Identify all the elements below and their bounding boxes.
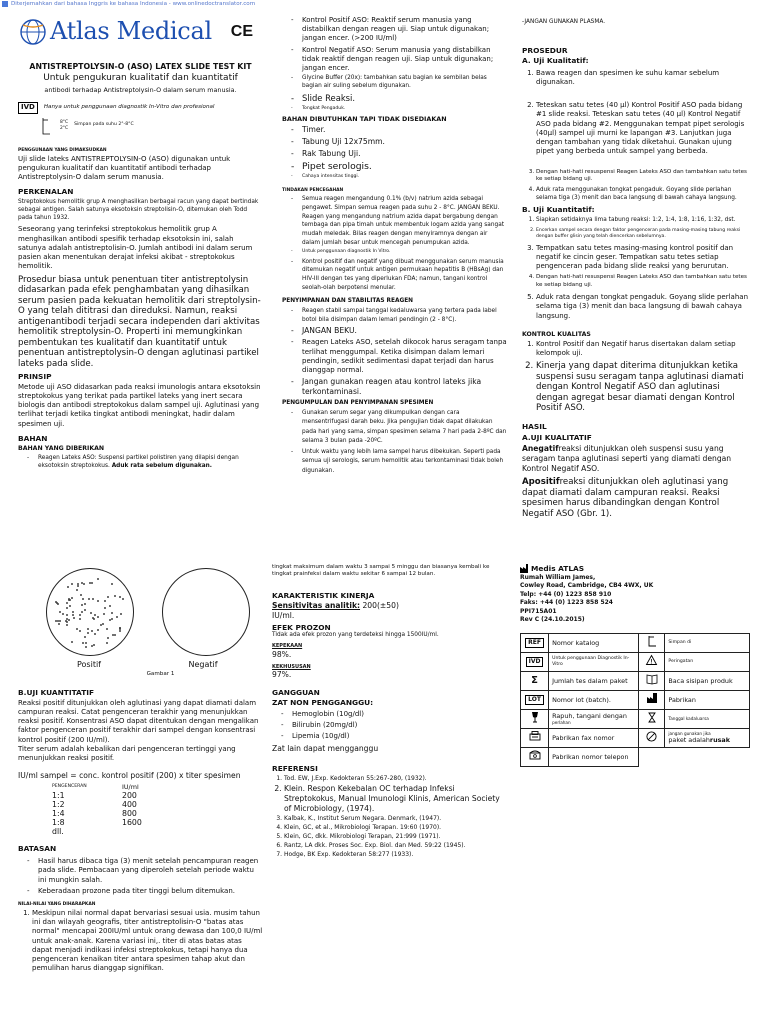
agglutination-dot xyxy=(97,600,99,602)
storage-no-freeze: - JANGAN BEKU. xyxy=(302,326,507,336)
intended-use-text: Uji slide lateks ANTISTREPTOLYSIN-O (ASO) digunakan untuk pengukuran kualitatif dan kuantitatif antibodi terhadap Antistreptolysin-O dalam serum manusia. xyxy=(18,154,231,182)
book-icon xyxy=(646,674,658,684)
agglutination-dot xyxy=(79,618,81,620)
agglutination-dot xyxy=(59,611,61,613)
symbol-text-small: jangan gunakan jika xyxy=(668,730,711,736)
column-2-lower xyxy=(272,564,507,984)
damaged-text xyxy=(665,728,750,747)
factory-symbol-icon xyxy=(647,693,657,703)
symbol-text: Nomor katalog xyxy=(549,633,639,652)
glass-icon xyxy=(531,711,539,723)
quantitative-result-heading: B.UJI KUANTITATIF xyxy=(18,687,95,697)
symbol-text: Simpan di xyxy=(665,633,750,652)
reference-item: 7. Hodge, BK Exp. Kedokteran 58:277 (1933). xyxy=(284,851,507,859)
agglutination-dot xyxy=(90,612,92,614)
agglutination-dot xyxy=(104,607,106,609)
quality-control-heading: KONTROL KUALITAS xyxy=(522,330,591,338)
fragile-icon xyxy=(521,709,549,728)
qc-step-1: 1. Kontrol Positif dan Negatif harus disertakan dalam setiap kelompok uji. xyxy=(536,340,750,358)
agglutination-dot xyxy=(97,616,99,618)
glycine-buffer-item: - Glycine Buffer (20x): tambahkan satu bagian ke sembilan belas bagian air suling sebelum digunakan. xyxy=(302,75,507,90)
agglutination-dot xyxy=(100,624,102,626)
agglutination-dot xyxy=(77,583,79,585)
agglutination-dot xyxy=(109,619,111,621)
introduction-p3: Prosedur biasa untuk penentuan titer antistreptolysin didasarkan pada efek penghambatan yang dihasilkan serum pasien pada kekuatan hemolitik dari streptolysin-O yang telah dititrasi dan direduksi. Namun, reaksi antigenantibodi terjadi secara independen dari aktivitas hemolitik streptolysin-O. Properti ini memungkinkan pembentukan tes kualitatif dan kuantitatif untuk penentuan antistreptolysin-O dengan aglutinasi partikel lateks pada slide. xyxy=(18,274,261,369)
agglutination-dot xyxy=(68,619,70,621)
product-title: ANTISTREPTOLYSIN-O (ASO) LATEX SLIDE TEST KIT xyxy=(29,61,252,71)
precaution-ivd: - Untuk penggunaan diagnostik In Vitro. xyxy=(302,249,507,255)
qualitative-steps xyxy=(522,69,750,203)
agglutination-dot xyxy=(104,600,106,602)
agglutination-dot xyxy=(91,630,93,632)
iu-cell: 400 xyxy=(122,799,137,809)
positive-result-bold: Apositif xyxy=(522,477,560,488)
symbol-text: Baca sisipan produk xyxy=(665,671,750,690)
agglutination-dot xyxy=(69,605,71,607)
storage-contaminated: - Jangan gunakan reagen atau kontrol lateks jika terkontaminasi. xyxy=(302,377,507,397)
ivd-symbol-icon xyxy=(521,652,549,671)
column-1-lower xyxy=(18,562,263,1022)
telephone-icon xyxy=(529,750,541,760)
quant-step-4: 4. Dengan hati-hati resuspensi Reagen Lateks ASO dan tambahkan satu tetes ke setiap bidang uji. xyxy=(536,274,750,290)
agglutination-dot xyxy=(73,617,75,619)
negative-control-item: - Kontrol Negatif ASO: Serum manusia yang distabilkan tidak reaktif dengan reagen uji. Siap untuk digunakan; jangan encer. xyxy=(302,46,507,74)
positive-result-body: reaksi ditunjukkan oleh aglutinasi yang dapat diamati dalam campuran reaksi. Reaksi spesimen harus dibandingkan dengan Kontrol Negatif ASO (Gbr. 1). xyxy=(522,477,729,519)
brand-name: Atlas Medical xyxy=(50,17,212,45)
latex-reagent-text: Reagen Lateks ASO: Suspensi partikel polistiren yang dilapisi dengan eksotoksin streptokokus. xyxy=(38,454,239,469)
timer-item: - Timer. xyxy=(302,125,507,135)
test-tube-item: - Tabung Uji 12x75mm. xyxy=(302,137,507,147)
agglutination-dot xyxy=(81,611,83,613)
translator-icon xyxy=(2,1,8,7)
positive-circle xyxy=(46,568,134,656)
agglutination-dot xyxy=(119,627,121,629)
product-subtitle: Untuk pengukuran kualitatif dan kuantitatif xyxy=(43,72,238,83)
sensitivity-unit: IU/ml. xyxy=(272,610,295,620)
interference-list xyxy=(272,710,507,742)
symbol-row xyxy=(521,709,750,728)
manufacturer-row xyxy=(520,564,750,574)
factory-icon xyxy=(639,690,665,709)
expected-values-text: 1. Meskipun nilai normal dapat bervariasi sesuai usia. musim tahun ini dan wilayah geografis, titer antistreptolisin-O "batas atas normal" mencapai 200IU/ml untuk orang dewasa dan 100,0 IU/ml untuk anak-anak. Karena variasi ini,. titer di atas batas atas dapat menjadi indikasi infeksi streptokokus, tetapi hanya dua pengenceran kenaikan titer antara spesimen tahap akut dan pemulihan harus dianggap signifikan. xyxy=(32,909,263,974)
agglutination-dot xyxy=(76,628,78,630)
quantitative-result-text: Reaksi positif ditunjukkan oleh aglutinasi yang dapat diamati dalam campuran reaksi. Catat pengenceran terakhir yang menunjukkan reaksi positif. Konsentrasi ASO dapat ditentukan dengan mengalikan faktor pengenceran positif terakhir dari sampel dengan konsentrasi kontrol positif (200 IU/ml). xyxy=(18,698,259,744)
phone-icon xyxy=(521,747,549,766)
dilution-cell: 1:4 xyxy=(52,808,65,818)
ivd-row xyxy=(18,102,263,113)
expected-values-continued: tingkat maksimum dalam waktu 3 sampai 5 minggu dan biasanya kembali ke tingkat prainfeksi dalam waktu sekitar 6 sampai 12 bulan. xyxy=(272,564,490,578)
symbol-text: Tanggal kadaluarsa xyxy=(665,709,750,728)
phone-number: Telp: +44 (0) 1223 858 910 xyxy=(520,590,612,598)
introduction-p2: Seseorang yang terinfeksi streptokokus hemolitik grup A menghasilkan antibodi spesifik terhadap eksotoksin ini, salah satunya adalah antistreptolisin-O. Jumlah antibodi ini dalam serum pasien akan menentukan derajat infeksi akibat - streptokokus hemolitik. xyxy=(18,225,253,271)
negative-label: Negatif xyxy=(188,660,218,669)
ref-icon xyxy=(521,633,549,652)
expected-values-list xyxy=(18,909,263,974)
atlas-globe-icon xyxy=(18,17,48,47)
specificity-label: KEKHUSUSAN xyxy=(272,663,311,670)
storage-temp-icon xyxy=(647,635,657,647)
symbol-text: Pabrikan fax nomor xyxy=(549,728,639,747)
intended-use-heading: PENGGUNAAN YANG DIMAKSUDKAN xyxy=(18,147,107,153)
symbol-text: Jumlah tes dalam paket xyxy=(549,671,639,690)
agglutination-dot xyxy=(66,614,68,616)
limitation-prozone: - Keberadaan prozone pada titer tinggi belum ditemukan. xyxy=(38,887,263,896)
warning-triangle-icon xyxy=(646,655,657,665)
temp-low: 2°C xyxy=(60,125,69,131)
storage-temp-row xyxy=(18,116,263,136)
sensitivity-percent-label: KEPEKAAN xyxy=(272,642,303,649)
company-address xyxy=(520,574,750,625)
quant-step-3: 3. Tempatkan satu tetes masing-masing kontrol positif dan negatif ke cincin geser. Tempatkan satu tetes setiap pengenceran pada bidang slide reaksi yang berurutan. xyxy=(536,244,750,272)
symbol-row xyxy=(521,728,750,747)
ivd-icon: IVD xyxy=(18,102,38,113)
agglutination-dot xyxy=(106,628,108,630)
performance-heading: KARAKTERISTIK KINERJA xyxy=(272,590,375,600)
agglutination-dot xyxy=(89,582,91,584)
introduction-heading: PERKENALAN xyxy=(18,187,74,197)
symbol-text: Nomor lot (batch). xyxy=(549,690,639,709)
agglutination-dot xyxy=(76,589,78,591)
agglutination-dot xyxy=(66,607,68,609)
agglutination-dot xyxy=(71,641,73,643)
sensitivity-label: Sensitivitas analitik: xyxy=(272,600,361,610)
ce-mark: CE xyxy=(230,23,253,41)
revision: Rev C (24.10.2015) xyxy=(520,616,585,624)
references-heading: REFERENSI xyxy=(272,764,318,774)
agglutination-dot xyxy=(92,598,94,600)
positive-control-item: - Kontrol Positif ASO: Reaktif serum manusia yang distabilkan dengan reagen uji. Siap untuk digunakan; jangan encer. (>200 IU/ml) xyxy=(302,16,507,44)
references-list xyxy=(272,775,507,858)
info-icon xyxy=(639,671,665,690)
agglutination-dot xyxy=(58,623,60,625)
qual-step-1: 1. Bawa reagen dan spesimen ke suhu kamar sebelum digunakan. xyxy=(536,69,750,87)
iu-cell: 1600 xyxy=(122,817,142,827)
agglutination-dot xyxy=(59,620,61,622)
storage-stable: - Reagen stabil sampai tanggal kedaluwarsa yang tertera pada label botol bila disimpan dalam lemari pendingin (2 - 8°C). xyxy=(302,307,507,324)
expected-values-heading: NILAI-NILAI YANG DIHARAPKAN xyxy=(18,902,96,908)
precaution-controls: - Kontrol positif dan negatif yang dibuat menggunakan serum manusia ditemukan negatif untuk antigen permukaan hepatitis B (HBsAg) dan HIV-III dengan tes yang diperlukan FDA; namun, tangani kontrol seolah-olah berpotensi menular. xyxy=(302,258,507,293)
agglutination-dot xyxy=(94,633,96,635)
agglutination-dot xyxy=(55,620,57,622)
agglutination-dot xyxy=(88,598,90,600)
agglutination-dot xyxy=(119,630,121,632)
company-name: Medis ATLAS xyxy=(531,564,585,573)
collection-long-storage: - Untuk waktu yang lebih lama sampel harus dibekukan. Seperti pada semua uji serologis, serum hemolitik atau terkontaminasi tidak boleh digunakan. xyxy=(302,448,507,476)
symbol-row xyxy=(521,747,750,766)
materials-needed-heading: BAHAN DIBUTUHKAN TAPI TIDAK DISEDIAKAN xyxy=(282,115,447,124)
agglutination-dot xyxy=(57,620,59,622)
ivd-symbol-label: IVD xyxy=(526,657,544,667)
materials-needed-list xyxy=(282,125,507,181)
atlas-medical-logo xyxy=(18,16,212,48)
hourglass-icon xyxy=(639,709,665,728)
agglutination-dot xyxy=(107,637,109,639)
hourglass-symbol-icon xyxy=(648,712,656,723)
qual-step-2: 2. Teteskan satu tetes (40 µl) Kontrol Positif ASO pada bidang #1 slide reaksi. Teteskan satu tetes (40 µl) Kontrol Negatif ASO pada bidang #2. Menggunakan tempat pipet serologis (40µl) sampel uji murni ke lapangan #3. Lanjutkan juga dengan tambahan yang tidak diketahui. Gunakan ujung pipet yang berbeda untuk sampel yang berbeda. xyxy=(536,101,750,156)
agglutination-dot xyxy=(82,598,84,600)
agglutination-dot xyxy=(71,597,73,599)
quant-step-5: 5. Aduk rata dengan tongkat pengaduk. Goyang slide perlahan selama tiga (3) menit dan baca langsung di bawah cahaya langsung. xyxy=(536,293,750,321)
agglutination-dot xyxy=(111,612,113,614)
agglutination-dot xyxy=(87,632,89,634)
symbol-row xyxy=(521,652,750,671)
storage-list xyxy=(282,307,507,397)
prozone-heading: EFEK PROZON xyxy=(272,622,331,632)
interference-heading: GANGGUAN xyxy=(272,688,320,698)
symbol-text: Untuk penggunaan Diagnostik In-Vitro xyxy=(549,652,639,671)
agglutination-dot xyxy=(66,621,68,623)
latex-reagent-item xyxy=(38,454,263,470)
product-subtitle-2: antibodi terhadap Antistreptolysin-O dalam serum manusia. xyxy=(44,85,237,94)
brand-row xyxy=(18,16,263,48)
pipette-item: - Pipet serologis. xyxy=(302,161,507,172)
manufacturer-icon xyxy=(520,564,528,573)
agglutination-dot xyxy=(66,602,68,604)
warning-icon xyxy=(639,652,665,671)
agglutination-dot xyxy=(67,586,69,588)
introduction-p1: Streptokokus hemolitik grup A menghasilkan berbagai racun yang dapat bertindak sebagai antigen. Salah satunya eksotoksin streptolisin-O, ditemukan oleh Todd pada tahun 1932. xyxy=(18,199,259,222)
qualitative-heading: A. Uji Kualitatif: xyxy=(522,55,589,65)
agglutination-dot xyxy=(94,614,96,616)
collection-list xyxy=(282,409,507,476)
reference-item: 5. Klein, GC, dkk. Mikrobiologi Terapan, 21:999 (1971). xyxy=(284,833,507,841)
dilution-col-header: PENGENCERAN xyxy=(52,784,87,790)
figure-1 xyxy=(18,568,263,656)
symbol-text: paket adalah xyxy=(668,736,710,745)
etc-cell: dll. xyxy=(52,826,64,836)
negative-result-bold: Anegatif xyxy=(522,444,559,454)
agglutination-dot xyxy=(109,605,111,607)
precautions-heading: TINDAKAN PENCEGAHAN xyxy=(282,188,344,194)
agglutination-dot xyxy=(91,582,93,584)
quantitative-heading: B. Uji Kuantitatif: xyxy=(522,205,595,215)
agglutination-dot xyxy=(55,601,57,603)
reference-item: 3. Kalbak, K., Institut Serum Negara. Denmark, (1947). xyxy=(284,815,507,823)
principle-heading: PRINSIP xyxy=(18,372,52,381)
materials-provided-heading: BAHAN YANG DIBERIKAN xyxy=(18,444,105,452)
specificity-value: 97%. xyxy=(272,670,292,680)
positive-label: Positif xyxy=(77,660,101,669)
agglutination-dot xyxy=(93,644,95,646)
agglutination-dot xyxy=(97,578,99,580)
tube-rack-item: - Rak Tabung Uji. xyxy=(302,149,507,159)
agglutination-dot xyxy=(102,623,104,625)
materials-heading: BAHAN xyxy=(18,433,48,443)
address-line-2: Cowley Road, Cambridge, CB4 4WX, UK xyxy=(520,582,654,590)
reference-item: 2. Klein. Respon Kekebalan OC terhadap Infeksi Streptokokus, Manual Imunologi Klinis, American Society of Microbiology, (1974). xyxy=(284,784,507,814)
ivd-text: Hanya untuk penggunaan diagnostik In-Vitro dan profesional xyxy=(43,104,215,111)
agglutination-dot xyxy=(71,583,73,585)
agglutination-dot xyxy=(84,636,86,638)
translation-banner-text[interactable]: Diterjemahkan dari bahasa Inggris ke bahasa Indonesia - www.onlinedoctranslator.com xyxy=(11,1,256,7)
agglutination-dot xyxy=(84,609,86,611)
agglutination-dot xyxy=(106,642,108,644)
thermometer-icon xyxy=(40,116,54,136)
titer-text: Titer serum adalah kebalikan dari pengenceran tertinggi yang menunjukkan reaksi positif. xyxy=(18,744,236,763)
sensitivity-row xyxy=(272,601,507,611)
column-2-upper xyxy=(282,16,507,516)
negative-result-text xyxy=(522,444,750,474)
precautions-list xyxy=(282,195,507,292)
reference-item: 6. Rantz, LA dkk. Proses Soc. Exp. Biol. dan Med. 59:22 (1945). xyxy=(284,842,507,850)
iu-cell: 200 xyxy=(122,790,137,800)
interference-hemoglobin: - Hemoglobin (10g/dl) xyxy=(292,710,507,719)
agglutination-dot xyxy=(111,618,113,620)
agglutination-dot xyxy=(80,594,82,596)
result-qualitative-heading: A.UJI KUALITATIF xyxy=(522,432,592,442)
do-not-use-icon xyxy=(639,728,665,747)
light-item: - Cahaya intensitas tinggi. xyxy=(302,174,507,180)
quant-step-2: 2. Encerkan sampel secara dengan faktor pengenceran pada masing-masing tabung reaksi dengan buffer glisin yang telah diencerkan sebelumnya. xyxy=(536,228,750,241)
agglutination-dot xyxy=(103,613,105,615)
collection-fresh-serum: - Gunakan serum segar yang dikumpulkan dengan cara mensentrifugasi darah beku. Jika pengujian tidak dapat dilakukan pada hari yang sama, simpan spesimen selama 7 hari pada 2-8ºC dan selama 3 bulan pada -20ºC. xyxy=(302,409,507,446)
positive-result-text xyxy=(522,477,750,519)
figure-labels xyxy=(18,660,263,671)
qual-step-3: 3. Dengan hati-hati resuspensi Reagen Lateks ASO dan tambahkan satu tetes ke setiap bidang uji. xyxy=(536,169,750,185)
negative-result-body: reaksi ditunjukkan oleh suspensi susu yang seragam tanpa aglutinasi seperti yang diamati dengan Kontrol Negatif ASO. xyxy=(522,444,732,474)
column-3-upper xyxy=(522,18,750,519)
agglutination-dot xyxy=(84,603,86,605)
damaged-package-icon xyxy=(646,731,657,742)
temp-range xyxy=(60,120,68,132)
symbol-row xyxy=(521,633,750,652)
fragile-text xyxy=(549,709,639,728)
document-code: PPI715A01 xyxy=(520,607,557,615)
agglutination-dot xyxy=(82,642,84,644)
figure-caption: Gambar 1 xyxy=(146,670,175,677)
symbol-row xyxy=(521,671,750,690)
temp-text: Simpan pada suhu 2°-8°C xyxy=(74,122,134,128)
agglutination-dot xyxy=(62,613,64,615)
sigma-icon-label: Σ xyxy=(531,675,538,687)
agglutination-dot xyxy=(83,583,85,585)
procedure-heading: PROSEDUR xyxy=(522,46,568,56)
fax-number: Faks: +44 (0) 1223 858 524 xyxy=(520,599,613,607)
collection-heading: PENGUMPULAN DAN PENYIMPANAN SPESIMEN xyxy=(282,400,434,407)
formula-text: IU/ml sampel = conc. kontrol positif (200) x titer spesimen xyxy=(18,771,241,781)
agglutination-dot xyxy=(120,613,122,615)
sensitivity-value: 200(±50) xyxy=(362,600,399,610)
symbol-text-small: perlahan xyxy=(552,720,571,726)
sigma-icon xyxy=(521,671,549,690)
agglutination-dot xyxy=(85,646,87,648)
svg-text:!: ! xyxy=(650,659,653,666)
agglutination-dot xyxy=(111,583,113,585)
symbol-text: Pabrikan nomor telepon xyxy=(549,747,639,766)
translation-banner[interactable] xyxy=(0,0,768,8)
interference-lipemia: - Lipemia (10g/dl) xyxy=(292,732,507,741)
principle-text: Metode uji ASO didasarkan pada reaksi imunologis antara eksotoksin streptokokus yang terikat pada partikel lateks yang inert secara biologis dan antibodi streptokokus dalam sampel uji. Aglutinasi yang terlihat terjadi ketika tingkat antibodi meningkat, hadir dalam spesimen uji. xyxy=(18,382,261,428)
reference-item: 4. Klein, GC, et al., Mikrobiologi Terapan. 19:60 (1970). xyxy=(284,824,507,832)
dilution-table xyxy=(18,784,263,836)
symbol-text-bold: rusak xyxy=(709,736,730,745)
interference-bilirubin: - Bilirubin (20mg/dl) xyxy=(292,721,507,730)
agglutination-dot xyxy=(66,624,68,626)
dilution-cell: 1:8 xyxy=(52,817,65,827)
stirrer-item: - Tongkat Pengaduk. xyxy=(302,106,507,112)
agglutination-dot xyxy=(77,585,79,587)
storage-latex: - Reagen Lateks ASO, setelah dikocok harus seragam tanpa terlihat menggumpal. Ketika disimpan dalam lemari pendingin, sedikit sedimentasi dapat terjadi dan harus dianggap normal. xyxy=(302,338,507,375)
dilution-cell: 1:1 xyxy=(52,790,65,800)
agglutination-dot xyxy=(122,598,124,600)
column-1-upper xyxy=(18,10,263,555)
symbol-row xyxy=(521,690,750,709)
quality-control-steps xyxy=(522,340,750,414)
storage-icon xyxy=(639,633,665,652)
quant-step-1: 1. Siapkan setidaknya lima tabung reaksi: 1:2, 1:4, 1:8, 1:16, 1:32, dst. xyxy=(536,217,750,225)
agglutination-dot xyxy=(72,614,74,616)
lot-icon xyxy=(521,690,549,709)
agglutination-dot xyxy=(79,614,81,616)
qual-step-4: 4. Aduk rata menggunakan tongkat pengaduk. Goyang slide perlahan selama tiga (3) menit dan baca langsung di bawah cahaya langsung. xyxy=(536,187,750,202)
agglutination-dot xyxy=(114,595,116,597)
prozone-text: Tidak ada efek prozon yang terdeteksi hingga 1500IU/ml. xyxy=(272,632,439,639)
fax-machine-icon xyxy=(529,731,541,741)
reference-item: 1. Tod. EW, J.Exp. Kedokteran 55:267-280, (1932). xyxy=(284,775,507,783)
latex-reagent-bold: Aduk rata sebelum digunakan. xyxy=(111,463,212,469)
address-line-1: Rumah William James, xyxy=(520,573,596,581)
non-interfering-heading: ZAT NON PENGGANGGU: xyxy=(272,697,374,707)
qc-step-2: 2. Kinerja yang dapat diterima ditunjukkan ketika suspensi susu seragam tanpa aglutinasi diamati dengan Kontrol Negatif ASO dan aglutinasi dengan agregat besar diamati dengan Kontrol Positif ASO. xyxy=(536,361,750,413)
agglutination-dot xyxy=(85,642,87,644)
negative-circle xyxy=(162,568,250,656)
materials-list xyxy=(18,454,263,470)
limitation-read-time: - Hasil harus dibaca tiga (3) menit setelah pencampuran reagen pada slide. Pembacaan yang diperoleh setelah periode waktu ini mungkin salah. xyxy=(38,857,263,885)
agglutination-dot xyxy=(114,634,116,636)
temp-high: 8°C xyxy=(60,119,69,125)
agglutination-dot xyxy=(107,596,109,598)
quantitative-steps xyxy=(522,217,750,321)
iu-cell: 800 xyxy=(122,808,137,818)
agglutination-dot xyxy=(97,629,99,631)
agglutination-dot xyxy=(116,616,118,618)
limitations-list xyxy=(18,857,263,896)
storage-heading: PENYIMPANAN DAN STABILITAS REAGEN xyxy=(282,298,414,305)
limitations-heading: BATASAN xyxy=(18,844,57,854)
symbol-text: Rapuh, tangani dengan xyxy=(552,711,627,720)
dilution-cell: 1:2 xyxy=(52,799,65,809)
lot-icon-label: LOT xyxy=(525,695,544,705)
fax-icon xyxy=(521,728,549,747)
no-plasma-note: -JANGAN GUNAKAN PLASMA. xyxy=(522,19,606,25)
column-3-lower xyxy=(520,564,750,804)
sensitivity-percent-value: 98%. xyxy=(272,649,292,659)
ref-icon-label: REF xyxy=(525,638,544,648)
agglutination-dot xyxy=(119,596,121,598)
symbol-text: Pabrikan xyxy=(665,690,750,709)
agglutination-dot xyxy=(87,628,89,630)
reaction-slide-item: - Slide Reaksi. xyxy=(302,93,507,104)
interference-other: Zat lain dapat mengganggu xyxy=(272,744,379,754)
result-heading: HASIL xyxy=(522,421,547,431)
controls-list xyxy=(282,16,507,112)
precaution-azide: - Semua reagen mengandung 0.1% (b/v) natrium azida sebagai pengawet. Simpan semua reagen pada suhu 2 - 8°C. JANGAN BEKU. Reagen yang mengandung natrium azida dapat bergabung dengan tembaga dan pipa timah untuk membentuk logam azida yang sangat mudah meledak. Bilas reagen dengan menyiramnya dengan air dalam jumlah besar untuk mencegah penumpukan azida. xyxy=(302,195,507,247)
symbol-text: Peringatan xyxy=(665,652,750,671)
agglutination-dot xyxy=(79,630,81,632)
iu-col-header: IU/ml xyxy=(122,783,139,792)
agglutination-dot xyxy=(72,611,74,613)
symbols-table xyxy=(520,633,750,767)
